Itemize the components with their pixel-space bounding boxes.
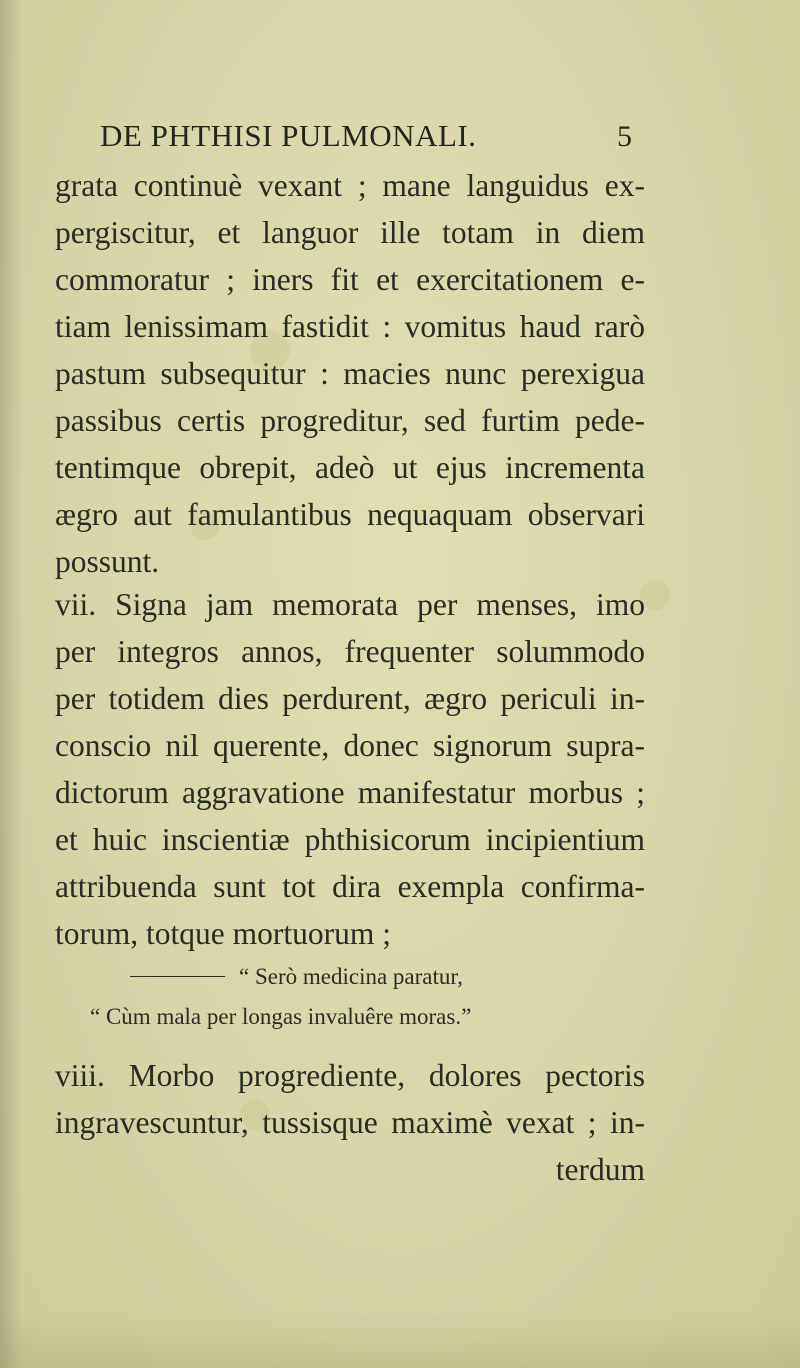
running-title: DE PHTHISI PULMONALI. bbox=[100, 118, 477, 153]
text-line: pergiscitur, et languor ille totam in diem bbox=[55, 215, 645, 250]
text-line: tentimque obrepit, adeò ut ejus incrementa bbox=[55, 450, 645, 485]
paragraph-3 bbox=[55, 1052, 645, 1193]
text-line: vii. Signa jam memorata per menses, imo bbox=[55, 587, 645, 622]
text-line: dictorum aggravatione manifestatur morbus ; bbox=[55, 775, 645, 810]
text-line: commoratur ; iners fit et exercitationem e- bbox=[55, 262, 645, 297]
verse-quotation bbox=[90, 957, 630, 1037]
text-line: tiam lenissimam fastidit : vomitus haud rarò bbox=[55, 309, 645, 344]
text-line: possunt. bbox=[55, 544, 160, 579]
quote-line-1 bbox=[90, 957, 630, 997]
text-line: torum, totque mortuorum ; bbox=[55, 916, 391, 951]
paragraph-1 bbox=[55, 162, 645, 585]
text-line: conscio nil querente, donec signorum supra- bbox=[55, 728, 645, 763]
running-header bbox=[100, 118, 632, 158]
quote-text: “ Serò medicina paratur, bbox=[239, 964, 463, 989]
text-line: viii. Morbo progrediente, dolores pectoris bbox=[55, 1058, 645, 1093]
page-number: 5 bbox=[617, 120, 632, 153]
quote-line-2 bbox=[90, 997, 630, 1037]
text-line: ægro aut famulantibus nequaquam observari bbox=[55, 497, 645, 532]
text-line: per totidem dies perdurent, ægro periculi in- bbox=[55, 681, 645, 716]
paragraph-2 bbox=[55, 581, 645, 957]
quote-text: “ Cùm mala per longas invaluêre moras.” bbox=[90, 1004, 472, 1029]
text-line: et huic inscientiæ phthisicorum incipientium bbox=[55, 822, 645, 857]
text-line: pastum subsequitur : macies nunc perexigua bbox=[55, 356, 645, 391]
text-line: passibus certis progreditur, sed furtim pede- bbox=[55, 403, 645, 438]
text-line: grata continuè vexant ; mane languidus ex- bbox=[55, 168, 645, 203]
text-line: ingravescuntur, tussisque maximè vexat ; in- bbox=[55, 1105, 645, 1140]
quote-dash bbox=[130, 976, 225, 977]
catchword: terdum bbox=[555, 1152, 645, 1187]
text-line: per integros annos, frequenter solummodo bbox=[55, 634, 645, 669]
text-line: attribuenda sunt tot dira exempla confirma- bbox=[55, 869, 645, 904]
